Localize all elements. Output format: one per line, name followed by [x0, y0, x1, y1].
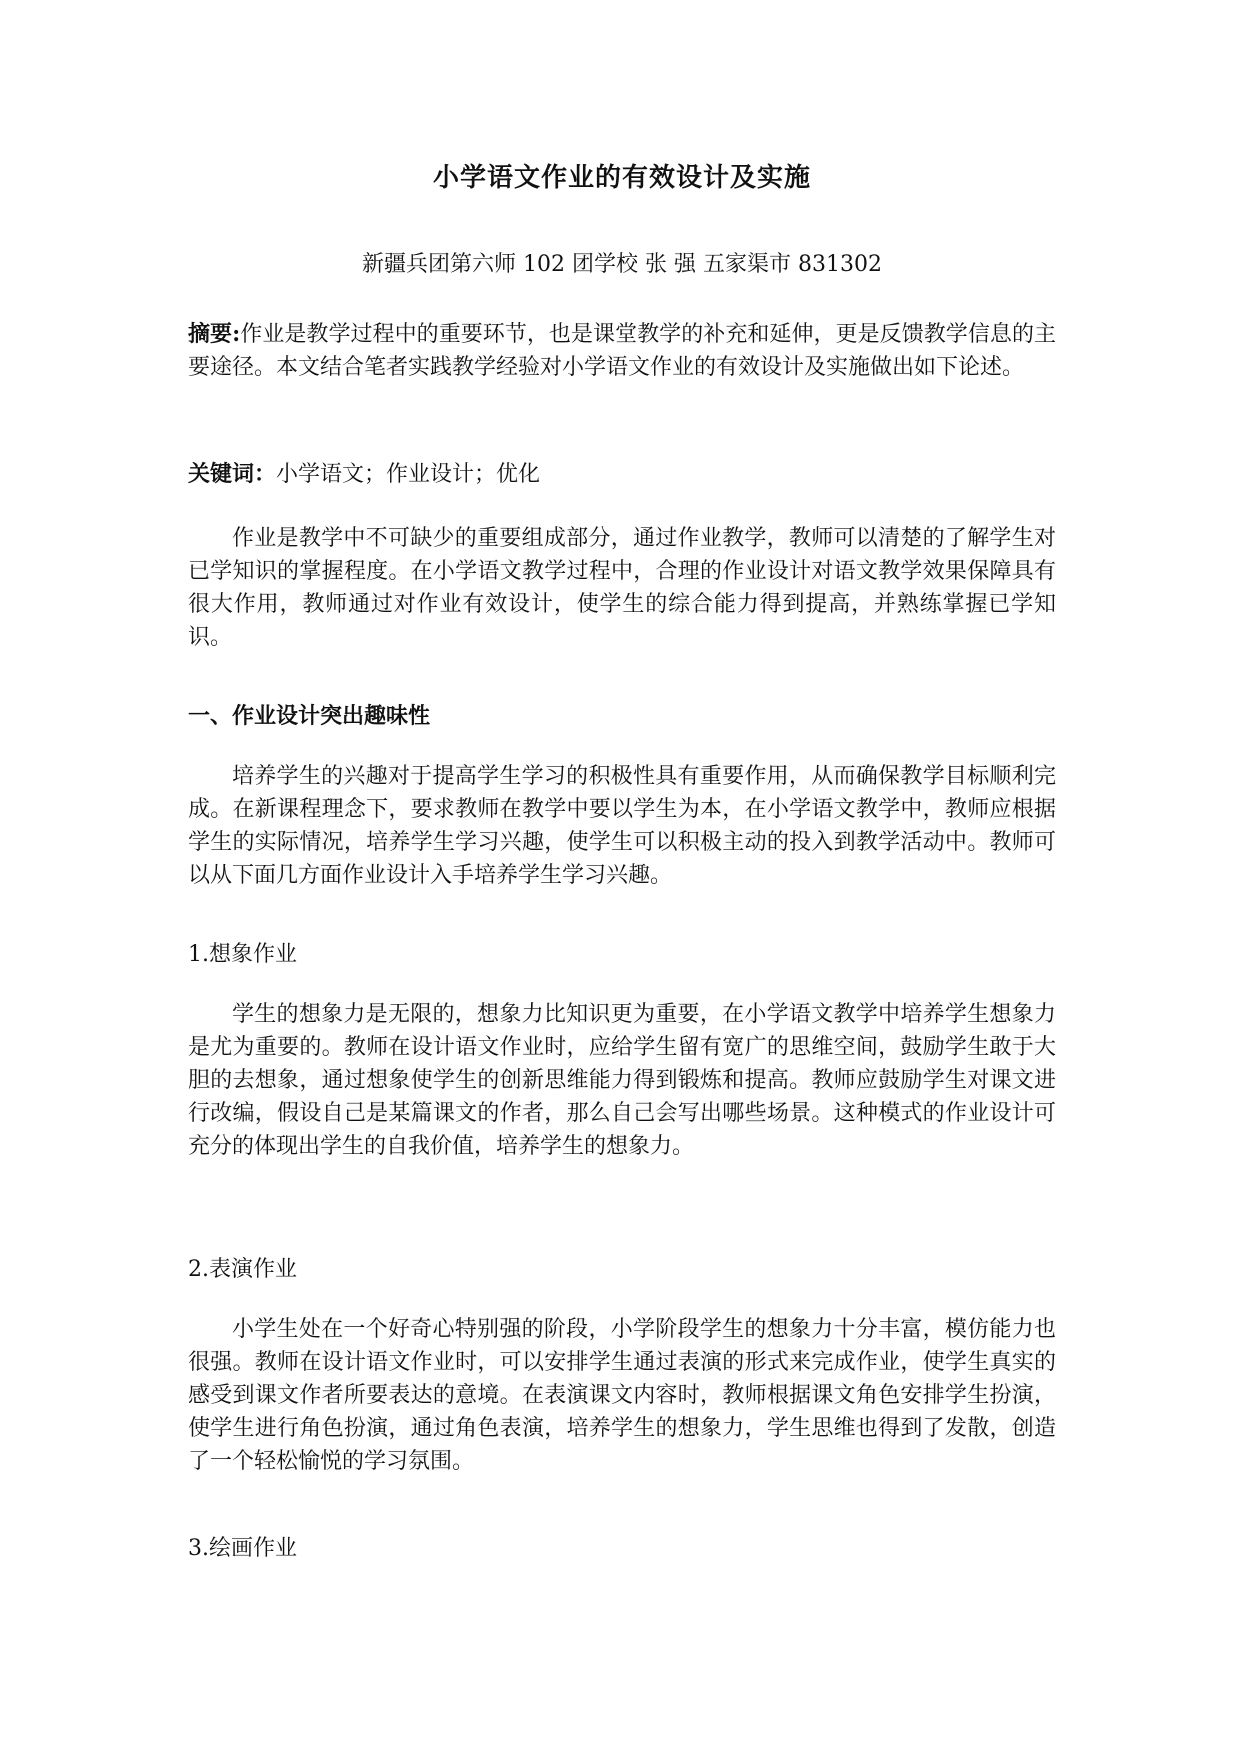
- keywords-label: 关键词：: [188, 461, 277, 487]
- document-title: 小学语文作业的有效设计及实施: [432, 163, 811, 193]
- keywords-paragraph: [188, 458, 1056, 491]
- sub2-heading: 2.表演作业: [188, 1257, 297, 1282]
- intro-paragraph: 作业是教学中不可缺少的重要组成部分，通过作业教学，教师可以清楚的了解学生对已学知识的掌握程度。在小学语文教学过程中，合理的作业设计对语文教学效果保障具有很大作用，教师通过对作业有效设计，使学生的综合能力得到提高，并熟练掌握已学知识。: [188, 526, 1056, 650]
- keywords-text: 小学语文；作业设计；优化: [276, 462, 541, 487]
- abstract-paragraph: [188, 318, 1056, 384]
- sub1-heading: 1.想象作业: [188, 942, 297, 967]
- section1-paragraph: 培养学生的兴趣对于提高学生学习的积极性具有重要作用，从而确保教学目标顺利完成。在新课程理念下，要求教师在教学中要以学生为本，在小学语文教学中，教师应根据学生的实际情况，培养学生学习兴趣，使学生可以积极主动的投入到教学活动中。教师可以从下面几方面作业设计入手培养学生学习兴趣。: [188, 764, 1056, 888]
- section1-heading: 一、作业设计突出趣味性: [188, 703, 431, 729]
- abstract-text: 作业是教学过程中的重要环节，也是课堂教学的补充和延伸，更是反馈教学信息的主要途径。本文结合笔者实践教学经验对小学语文作业的有效设计及实施做出如下论述。: [188, 322, 1056, 380]
- sub1-paragraph: 学生的想象力是无限的，想象力比知识更为重要，在小学语文教学中培养学生想象力是尤为重要的。教师在设计语文作业时，应给学生留有宽广的思维空间，鼓励学生敢于大胆的去想象，通过想象使学生的创新思维能力得到锻炼和提高。教师应鼓励学生对课文进行改编，假设自己是某篇课文的作者，那么自己会写出哪些场景。这种模式的作业设计可充分的体现出学生的自我价值，培养学生的想象力。: [188, 1002, 1056, 1159]
- sub2-paragraph: 小学生处在一个好奇心特别强的阶段，小学阶段学生的想象力十分丰富，模仿能力也很强。教师在设计语文作业时，可以安排学生通过表演的形式来完成作业，使学生真实的感受到课文作者所要表达的意境。在表演课文内容时，教师根据课文角色安排学生扮演，使学生进行角色扮演，通过角色表演，培养学生的想象力，学生思维也得到了发散，创造了一个轻松愉悦的学习氛围。: [188, 1317, 1056, 1474]
- sub3-heading: 3.绘画作业: [188, 1536, 297, 1561]
- abstract-label: 摘要:: [188, 321, 241, 347]
- author-line: 新疆兵团第六师 102 团学校 张 强 五家渠市 831302: [362, 252, 882, 277]
